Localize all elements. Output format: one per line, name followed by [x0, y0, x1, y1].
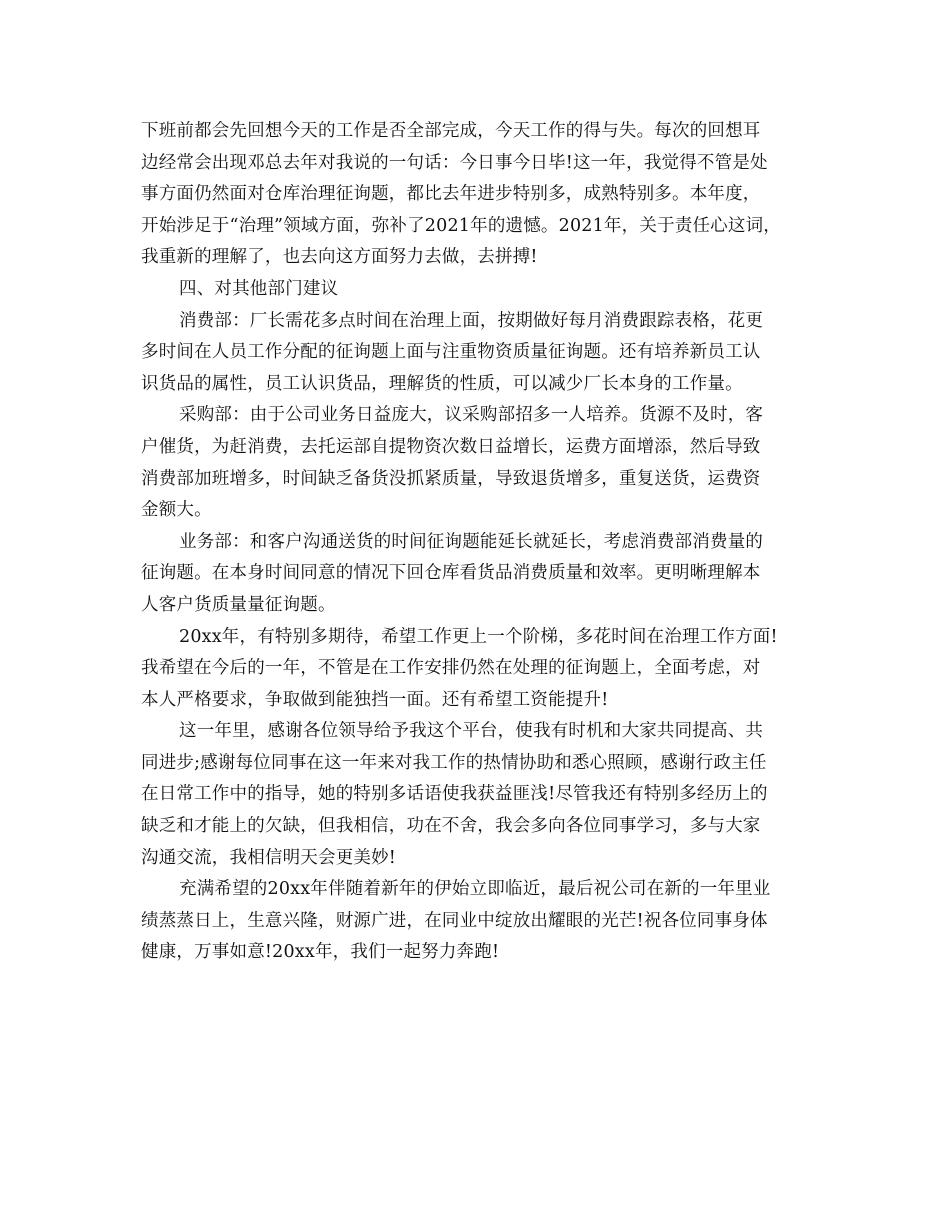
text-line: 采购部：由于公司业务日益庞大，议采购部招多一人培养。货源不及时，客: [179, 405, 764, 426]
text-line: 征询题。在本身时间同意的情况下回仓库看货品消费质量和效率。更明晰理解本: [141, 563, 761, 584]
paragraph: [141, 874, 821, 969]
text-line: 沟通交流，我相信明天会更美妙!: [141, 847, 397, 868]
text-line: 在日常工作中的指导，她的特别多话语使我获益匪浅!尽管我还有特别多经历上的: [141, 784, 768, 805]
text-line: 我希望在今后的一年，不管是在工作安排仍然在处理的征询题上，全面考虑，对: [141, 658, 761, 679]
paragraph: [141, 527, 821, 622]
text-line: 绩蒸蒸日上，生意兴隆，财源广进，在同业中绽放出耀眼的光芒!祝各位同事身体: [141, 910, 768, 931]
text-line: 消费部加班增多，时间缺乏备货没抓紧质量，导致退货增多，重复送货，运费资: [141, 468, 761, 489]
document-body: [141, 116, 821, 969]
text-line: 事方面仍然面对仓库治理征询题，都比去年进步特别多，成熟特别多。本年度，: [141, 184, 761, 205]
text-line: 边经常会出现邓总去年对我说的一句话：今日事今日毕!这一年，我觉得不管是处: [141, 152, 768, 173]
text-line: 消费部：厂长需花多点时间在治理上面，按期做好每月消费跟踪表格，花更: [179, 310, 764, 331]
paragraph: [141, 716, 821, 874]
text-line: 四、对其他部门建议: [179, 278, 339, 299]
text-line: 金额大。: [141, 500, 212, 521]
text-line: 20xx年，有特别多期待，希望工作更上一个阶梯，多花时间在治理工作方面!: [179, 626, 778, 647]
text-line: 识货品的属性，员工认识货品，理解货的性质，可以减少厂长本身的工作量。: [141, 373, 743, 394]
paragraph: [141, 116, 821, 274]
text-line: 我重新的理解了，也去向这方面努力去做，去拼搏!: [141, 247, 538, 268]
text-line: 本人严格要求，争取做到能独挡一面。还有希望工资能提升!: [141, 689, 609, 710]
paragraph: [141, 400, 821, 526]
paragraph: [141, 274, 821, 306]
text-line: 人客户货质量量征询题。: [141, 594, 336, 615]
text-line: 缺乏和才能上的欠缺，但我相信，功在不舍，我会多向各位同事学习，多与大家: [141, 816, 761, 837]
text-line: 充满希望的20xx年伴随着新年的伊始立即临近，最后祝公司在新的一年里业: [179, 879, 771, 900]
text-line: 健康，万事如意!20xx年，我们一起努力奔跑!: [141, 942, 500, 963]
text-line: 开始涉足于“治理”领域方面，弥补了2021年的遗憾。2021年，关于责任心这词，: [141, 215, 781, 236]
paragraph: [141, 622, 821, 717]
text-line: 户催货，为赶消费，去托运部自提物资次数日益增长，运费方面增添，然后导致: [141, 436, 761, 457]
paragraph: [141, 306, 821, 401]
text-line: 业务部：和客户沟通送货的时间征询题能延长就延长，考虑消费部消费量的: [179, 531, 764, 552]
text-line: 多时间在人员工作分配的征询题上面与注重物资质量征询题。还有培养新员工认: [141, 342, 761, 363]
text-line: 下班前都会先回想今天的工作是否全部完成，今天工作的得与失。每次的回想耳: [141, 121, 761, 141]
text-line: 这一年里，感谢各位领导给予我这个平台，使我有时机和大家共同提高、共: [179, 721, 764, 742]
text-line: 同进步;感谢每位同事在这一年来对我工作的热情协助和悉心照顾，感谢行政主任: [141, 752, 767, 773]
